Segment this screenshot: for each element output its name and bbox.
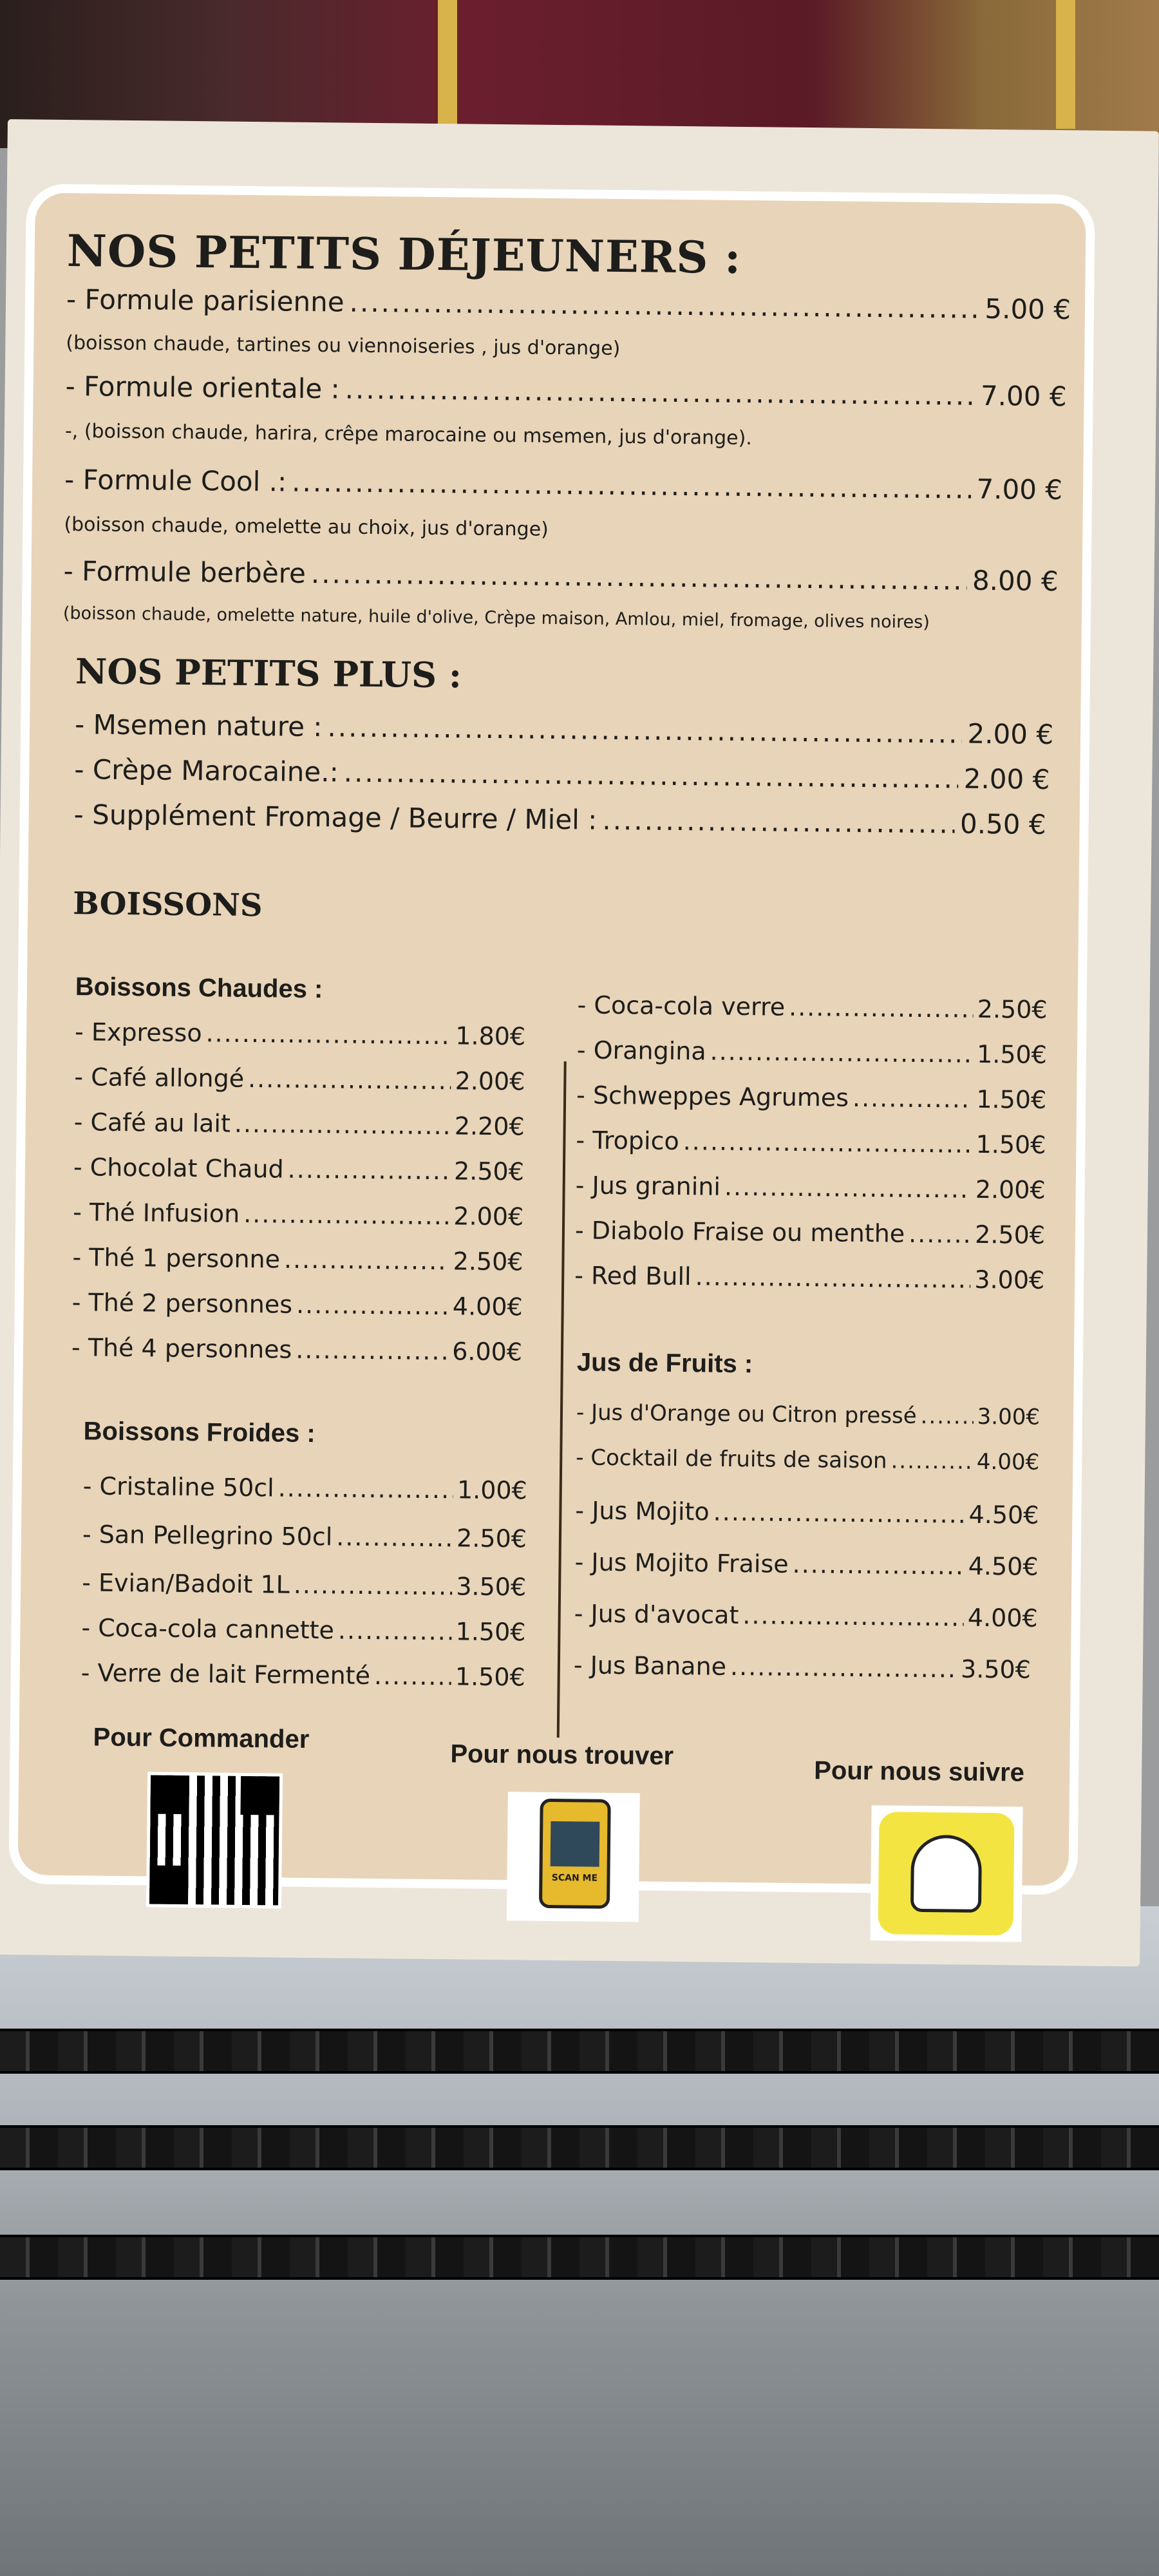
item-name: - Thé Infusion: [73, 1198, 240, 1228]
item-name: - Diabolo Fraise ou menthe: [574, 1216, 905, 1248]
breakfast-row: [65, 370, 1066, 412]
leader-dots: [292, 466, 972, 505]
item-name: - Café au lait: [73, 1108, 231, 1138]
scan-me-label: SCAN ME: [551, 1872, 598, 1884]
follow-label: Pour nous suivre: [813, 1756, 1025, 1787]
soft-drink-row: [576, 1126, 1046, 1159]
item-name: - Coca-cola verre: [577, 990, 786, 1021]
item-price: 3.00€: [977, 1403, 1041, 1430]
leader-dots: [853, 1084, 973, 1113]
item-name: - Schweppes Agrumes: [576, 1081, 849, 1112]
item-price: 2.20€: [454, 1112, 525, 1141]
leader-dots: [296, 1336, 448, 1365]
leader-dots: [343, 757, 959, 795]
background-stripe: [1056, 0, 1075, 129]
item-price: 1.80€: [455, 1021, 526, 1051]
leader-dots: [338, 1616, 452, 1646]
qr-icon: [149, 1775, 279, 1905]
leader-dots: [602, 804, 955, 840]
item-name: - Jus Banane: [573, 1651, 727, 1681]
hot-drink-row: [73, 1198, 523, 1231]
item-price: 0.50 €: [959, 808, 1046, 840]
extras-title: NOS PETITS PLUS :: [75, 650, 462, 696]
qr-icon: [551, 1821, 600, 1867]
juice-row: [575, 1496, 1039, 1530]
leader-dots: [920, 1403, 973, 1430]
leader-dots: [695, 1262, 970, 1293]
item-name: - Thé 4 personnes: [71, 1333, 292, 1364]
item-name: - Thé 1 personne: [72, 1243, 281, 1274]
item-description: (boisson chaude, tartines ou viennoiseries , jus d'orange): [66, 331, 621, 360]
cold-drink-row: [83, 1472, 527, 1504]
cold-drink-row: [82, 1520, 527, 1553]
hot-drink-row: [72, 1288, 523, 1321]
item-price: 4.00€: [967, 1603, 1038, 1633]
leader-dots: [278, 1474, 453, 1504]
item-name: - Orangina: [576, 1036, 706, 1066]
hot-drink-row: [73, 1108, 524, 1141]
leader-dots: [349, 287, 979, 325]
item-price: 4.50€: [968, 1500, 1039, 1530]
extras-row: [75, 708, 1053, 750]
juice-row: [574, 1651, 1031, 1683]
item-price: 4.50€: [968, 1551, 1039, 1581]
leader-dots: [234, 1110, 451, 1141]
leader-dots: [287, 1155, 450, 1186]
order-qr-code[interactable]: [146, 1772, 283, 1908]
juice-row: [574, 1599, 1038, 1633]
juice-row: [574, 1548, 1038, 1581]
item-price: 7.00 €: [976, 473, 1063, 506]
item-price: 2.00€: [453, 1202, 524, 1231]
item-price: 7.00 €: [980, 379, 1067, 413]
item-name: - Jus d'avocat: [574, 1599, 739, 1630]
item-price: 2.50€: [456, 1524, 527, 1553]
leader-dots: [311, 558, 968, 596]
item-name: - Thé 2 personnes: [71, 1288, 293, 1319]
leader-dots: [683, 1127, 972, 1159]
item-price: 1.50€: [976, 1039, 1048, 1069]
leader-dots: [294, 1571, 453, 1601]
item-name: - Formule orientale :: [65, 370, 340, 405]
leader-dots: [205, 1019, 451, 1050]
item-name: - Formule berbère: [63, 554, 306, 589]
leader-dots: [713, 1498, 965, 1529]
wicker-chair-middle: [0, 2125, 1159, 2170]
menu-card: [8, 184, 1095, 1895]
item-name: - Red Bull: [574, 1261, 692, 1291]
leader-dots: [730, 1653, 957, 1683]
item-name: - Chocolat Chaud: [73, 1153, 284, 1184]
item-price: 1.50€: [975, 1130, 1046, 1159]
juice-row: [576, 1444, 1039, 1475]
item-name: - Café allongé: [74, 1063, 245, 1093]
item-name: - Jus granini: [575, 1171, 721, 1201]
hot-drink-row: [71, 1333, 522, 1366]
item-description: (boisson chaude, omelette nature, huile d'olive, Crèpe maison, Amlou, miel, fromage, olives noires): [62, 603, 930, 633]
item-price: 2.50€: [977, 994, 1048, 1024]
ghost-icon: [910, 1835, 982, 1913]
juice-title: Jus de Fruits :: [576, 1348, 753, 1379]
extras-row: [73, 799, 1046, 840]
item-price: 3.00€: [974, 1265, 1045, 1294]
item-name: - Supplément Fromage / Beurre / Miel :: [73, 799, 598, 836]
leader-dots: [890, 1448, 973, 1474]
item-price: 1.50€: [976, 1084, 1047, 1114]
leader-dots: [248, 1065, 451, 1095]
item-price: 5.00 €: [985, 292, 1071, 326]
item-price: 2.00 €: [967, 717, 1054, 751]
leader-dots: [327, 711, 963, 749]
wicker-chair-bottom: [0, 2235, 1159, 2280]
snapchat-icon: [878, 1812, 1015, 1935]
breakfast-row: [63, 555, 1058, 597]
soft-drink-row: [577, 990, 1047, 1024]
item-price: 2.00 €: [963, 762, 1050, 796]
background-stripe: [438, 0, 457, 129]
soft-drink-row: [576, 1081, 1046, 1114]
leader-dots: [296, 1291, 449, 1320]
phone-scan-icon: [539, 1799, 611, 1909]
cold-drink-row: [82, 1568, 526, 1601]
hot-drink-row: [73, 1153, 524, 1186]
cold-drinks-title: Boissons Froides :: [83, 1417, 316, 1448]
item-price: 2.50€: [453, 1157, 525, 1186]
extras-row: [74, 753, 1050, 795]
item-price: 6.00€: [451, 1337, 523, 1367]
item-price: 1.50€: [455, 1662, 525, 1692]
breakfast-row: [66, 283, 1071, 325]
item-price: 3.50€: [960, 1654, 1032, 1684]
leader-dots: [909, 1220, 971, 1249]
soft-drink-row: [575, 1171, 1045, 1204]
cold-drink-row: [81, 1658, 525, 1691]
item-name: - Formule parisienne: [66, 283, 344, 318]
item-price: 1.50€: [455, 1617, 526, 1647]
item-name: - Verre de lait Fermenté: [80, 1658, 371, 1690]
item-price: 2.00€: [455, 1066, 525, 1096]
find-qr-code[interactable]: [507, 1792, 640, 1922]
juice-row: [576, 1399, 1040, 1430]
wicker-chair-top: [0, 2029, 1159, 2074]
item-name: - Expresso: [74, 1018, 202, 1048]
item-price: 1.00€: [457, 1475, 527, 1505]
leader-dots: [344, 374, 975, 412]
leader-dots: [336, 1522, 453, 1552]
item-description: (boisson chaude, omelette au choix, jus d'orange): [64, 513, 549, 541]
item-price: 8.00 €: [972, 564, 1059, 598]
leader-dots: [724, 1173, 972, 1204]
soft-drink-row: [577, 1036, 1047, 1069]
hot-drink-row: [74, 1063, 525, 1095]
item-price: 4.00€: [452, 1292, 523, 1321]
menu-sheet: [0, 119, 1159, 1967]
cold-drink-row: [81, 1613, 525, 1646]
soft-drink-row: [575, 1216, 1045, 1249]
leader-dots: [374, 1662, 451, 1690]
find-label: Pour nous trouver: [450, 1739, 674, 1770]
item-price: 2.00€: [975, 1175, 1046, 1204]
item-name: - Cristaline 50cl: [82, 1472, 274, 1502]
item-name: - Evian/Badoit 1L: [81, 1568, 290, 1599]
item-price: 2.50€: [453, 1247, 523, 1276]
breakfast-row: [64, 464, 1062, 506]
hot-drinks-title: Boissons Chaudes :: [75, 972, 323, 1004]
leader-dots: [243, 1200, 450, 1230]
leader-dots: [742, 1601, 964, 1632]
item-name: - Coca-cola cannette: [81, 1613, 335, 1645]
item-price: 4.00€: [976, 1448, 1040, 1475]
hot-drink-row: [75, 1018, 525, 1050]
drinks-title: BOISSONS: [72, 886, 263, 924]
item-name: - Jus Mojito Fraise: [574, 1548, 789, 1578]
item-name: - Cocktail de fruits de saison: [576, 1444, 887, 1474]
follow-snapcode[interactable]: [870, 1805, 1022, 1942]
leader-dots: [710, 1037, 973, 1068]
breakfast-title: NOS PETITS DÉJEUNERS :: [66, 225, 742, 284]
item-name: - Tropico: [576, 1126, 679, 1156]
item-name: - Formule Cool .:: [64, 463, 287, 498]
item-name: - Crèpe Marocaine.:: [74, 753, 339, 788]
item-description: -, (boisson chaude, harira, crêpe marocaine ou msemen, jus d'orange).: [64, 419, 753, 450]
item-name: - Jus d'Orange ou Citron pressé: [576, 1399, 917, 1429]
item-name: - San Pellegrino 50cl: [82, 1520, 333, 1551]
order-label: Pour Commander: [93, 1723, 310, 1754]
leader-dots: [792, 1550, 965, 1580]
item-name: - Msemen nature :: [74, 708, 323, 743]
item-name: - Jus Mojito: [575, 1496, 710, 1526]
column-divider: [557, 1061, 567, 1738]
soft-drink-row: [574, 1261, 1044, 1294]
leader-dots: [789, 993, 974, 1023]
item-price: 2.50€: [974, 1220, 1046, 1249]
item-price: 3.50€: [456, 1572, 527, 1602]
hot-drink-row: [72, 1243, 523, 1276]
leader-dots: [284, 1245, 449, 1276]
